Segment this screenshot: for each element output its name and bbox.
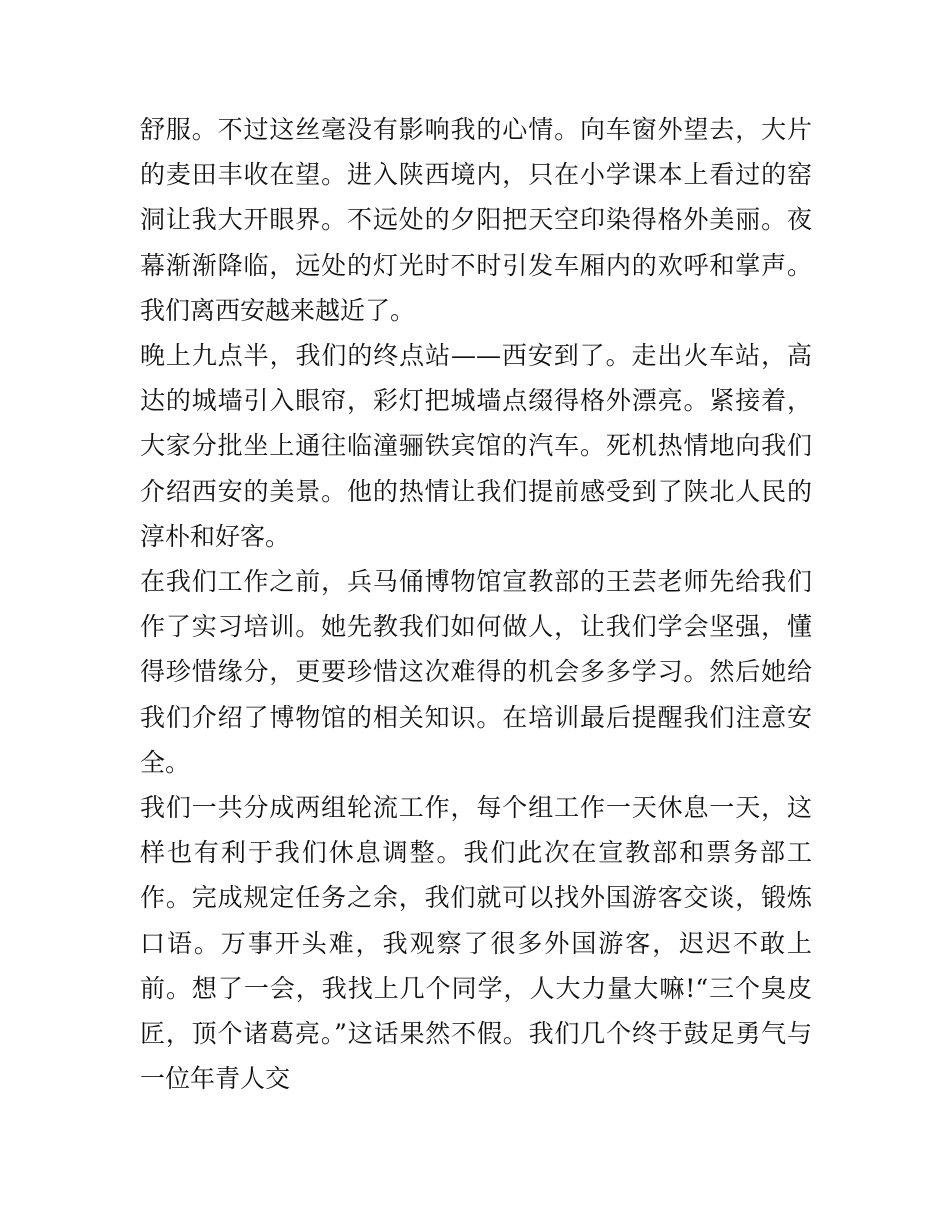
paragraph-2: 晚上九点半，我们的终点站——西安到了。走出火车站，高达的城墙引入眼帘，彩灯把城墙点缀得格外漂亮。紧接着，大家分批坐上通往临潼骊铁宾馆的汽车。死机热情地向我们介绍西安的美景。他的热情让我们提前感受到了陕北人民的淳朴和好客。 <box>140 341 812 551</box>
paragraph-3: 在我们工作之前，兵马俑博物馆宣教部的王芸老师先给我们作了实习培训。她先教我们如何做人，让我们学会坚强，懂得珍惜缘分，更要珍惜这次难得的机会多多学习。然后她给我们介绍了博物馆的相关知识。在培训最后提醒我们注意安全。 <box>140 567 812 777</box>
paragraph-4: 我们一共分成两组轮流工作，每个组工作一天休息一天，这样也有利于我们休息调整。我们此次在宣教部和票务部工作。完成规定任务之余，我们就可以找外国游客交谈，锻炼口语。万事开头难，我观察了很多外国游客，迟迟不敢上前。想了一会，我找上几个同学，人大力量大嘛!“三个臭皮匠，顶个诸葛亮。”这话果然不假。我们几个终于鼓足勇气与一位年青人交 <box>140 793 812 1094</box>
paragraph-1: 舒服。不过这丝毫没有影响我的心情。向车窗外望去，大片的麦田丰收在望。进入陕西境内，只在小学课本上看过的窑洞让我大开眼界。不远处的夕阳把天空印染得格外美丽。夜幕渐渐降临，远处的灯光时不时引发车厢内的欢呼和掌声。我们离西安越来越近了。 <box>140 115 812 325</box>
document-body <box>140 107 812 1101</box>
